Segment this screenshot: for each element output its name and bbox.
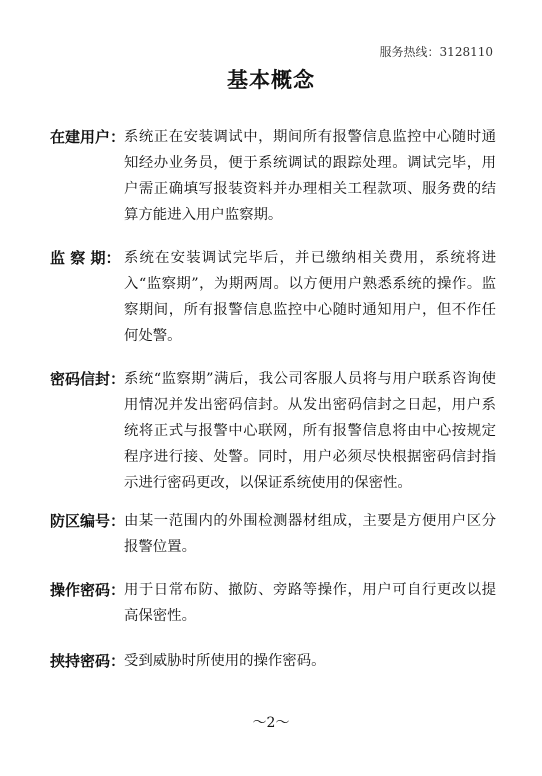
entry-construction-user	[50, 124, 496, 228]
entry-zone-number	[50, 508, 496, 560]
entry-duress-password	[50, 648, 496, 674]
entry-operation-password	[50, 577, 496, 629]
term-definition: 系统“监察期”满后，我公司客服人员将与用户联系咨询使用情况并发出密码信封。从发出密码信封之日起，用户系统将正式与报警中心联网，所有报警信息将由中心按规定程序进行接、处警。同时，用户必须尽快根据密码信封指示进行密码更改，以保证系统使用的保密性。	[124, 371, 496, 491]
page-number: ～2～	[252, 715, 290, 731]
term-label: 操作密码：	[50, 581, 126, 599]
term-label: 监 察 期：	[50, 249, 121, 267]
term-label: 密码信封：	[50, 370, 126, 388]
entry-monitoring-period	[50, 245, 496, 349]
term-definition: 由某一范围内的外围检测器材组成，主要是方便用户区分报警位置。	[124, 513, 496, 555]
term-definition: 受到威胁时所使用的操作密码。	[124, 653, 326, 669]
page-title: 基本概念	[227, 68, 315, 92]
term-definition: 系统在安装调试完毕后，并已缴纳相关费用，系统将进入“监察期”，为期两周。以方便用户熟悉系统的操作。监察期间，所有报警信息监控中心随时通知用户，但不作任何处警。	[124, 250, 496, 344]
term-label: 防区编号：	[50, 512, 126, 530]
hotline-text: 服务热线：3128110	[379, 45, 493, 59]
entry-password-envelope	[50, 366, 496, 496]
term-label: 挟持密码：	[50, 652, 126, 670]
term-label: 在建用户：	[50, 128, 126, 146]
term-definition: 系统正在安装调试中，期间所有报警信息监控中心随时通知经办业务员，便于系统调试的跟踪处理。调试完毕，用户需正确填写报装资料并办理相关工程款项、服务费的结算方能进入用户监察期。	[124, 129, 496, 223]
term-definition: 用于日常布防、撤防、旁路等操作，用户可自行更改以提高保密性。	[124, 582, 496, 624]
